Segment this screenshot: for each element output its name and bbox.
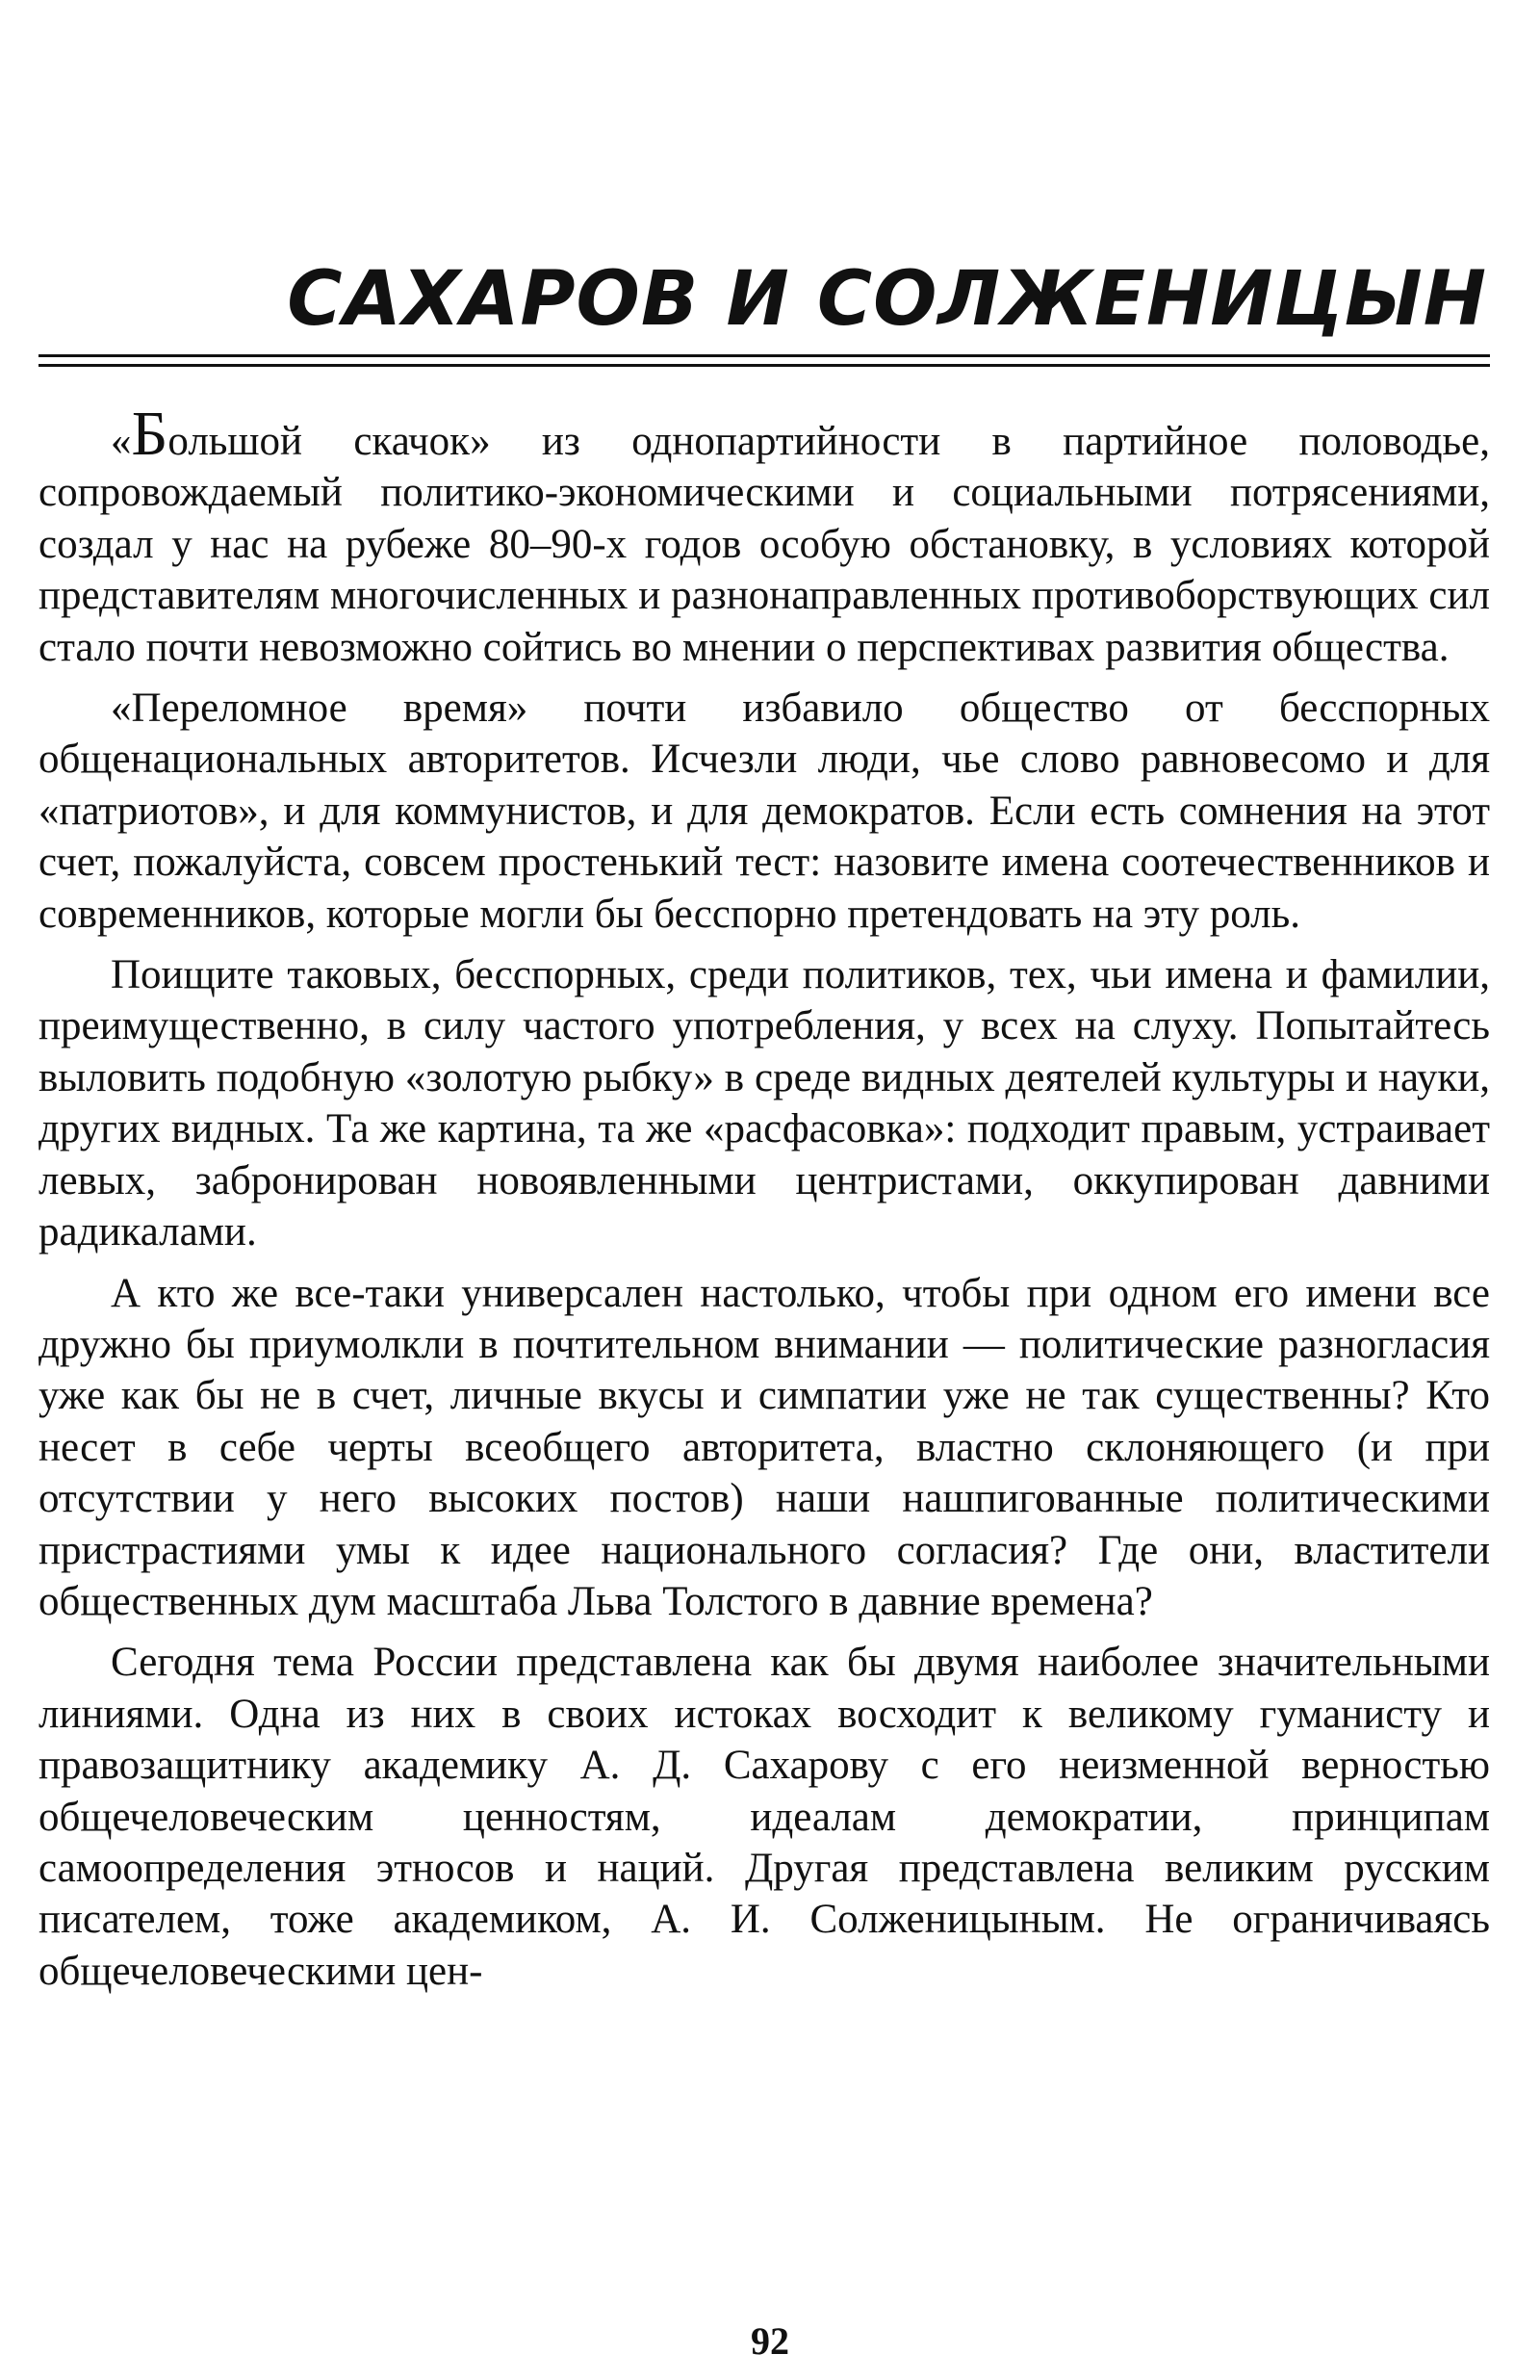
body-text [38,399,1490,2006]
paragraph-1 [38,399,1490,673]
paragraph-1-text: ольшой скачок» из однопартийности в партийное половодье, сопровождаемый политико-экономическими и социальными потрясениями, создал у нас на рубеже 80–90-х годов особую обстановку, в условиях которой представителям многочисленных и разнонаправленных противоборствующих сил стало почти невозможно сойтись во мнении о перспективах развития общества. [38,419,1490,670]
page-number: 92 [751,2319,789,2363]
drop-cap: Б [131,399,168,469]
chapter-title: САХАРОВ И СОЛЖЕНИЦЫН [287,256,1487,343]
open-quote: « [111,419,132,464]
paragraph-3: Поищите таковых, бесспорных, среди политиков, тех, чьи имена и фамилии, преимущественно, в силу частого употребления, у всех на слуху. Попытайтесь выловить подобную «золотую рыбку» в среде видных деятелей культуры и науки, других видных. Та же картина, та же «расфасовка»: подходит правым, устраивает левых, забронирован новоявленными центристами, оккупирован давними радикалами. [38,952,1490,1255]
title-rule-top [38,354,1490,357]
title-rule-bottom [38,364,1490,367]
paragraph-2: «Переломное время» почти избавило общество от бесспорных общенациональных авторитетов. Исчезли люди, чье слово равновесомо и для «патриотов», и для коммунистов, и для демократов. Если есть сомнения на этот счет, пожалуйста, совсем простенький тест: назовите имена соотечественников и современников, которые могли бы бесспорно претендовать на эту роль. [38,686,1490,937]
paragraph-4: А кто же все-таки универсален настолько, чтобы при одном его имени все дружно бы приумолкли в почтительном внимании — политические разногласия уже как бы не в счет, личные вкусы и симпатии уже не так существенны? Кто несет в себе черты всеобщего авторитета, властно склоняющего (и при отсутствии у него высоких постов) наши нашпигованные политическими пристрастиями умы к идее национального согласия? Где они, властители общественных дум масштаба Льва Толстого в давние времена? [38,1270,1490,1624]
paragraph-5: Сегодня тема России представлена как бы двумя наиболее значительными линиями. Одна из них в своих истоках восходит к великому гуманисту и правозащитнику академику А. Д. Сахарову с его неизменной верностью общечеловеческим ценностям, идеалам демократии, принципам самоопределения этносов и наций. Другая представлена великим русским писателем, тоже академиком, А. И. Солженицыным. Не ограничиваясь общечеловеческими цен- [38,1640,1490,1994]
